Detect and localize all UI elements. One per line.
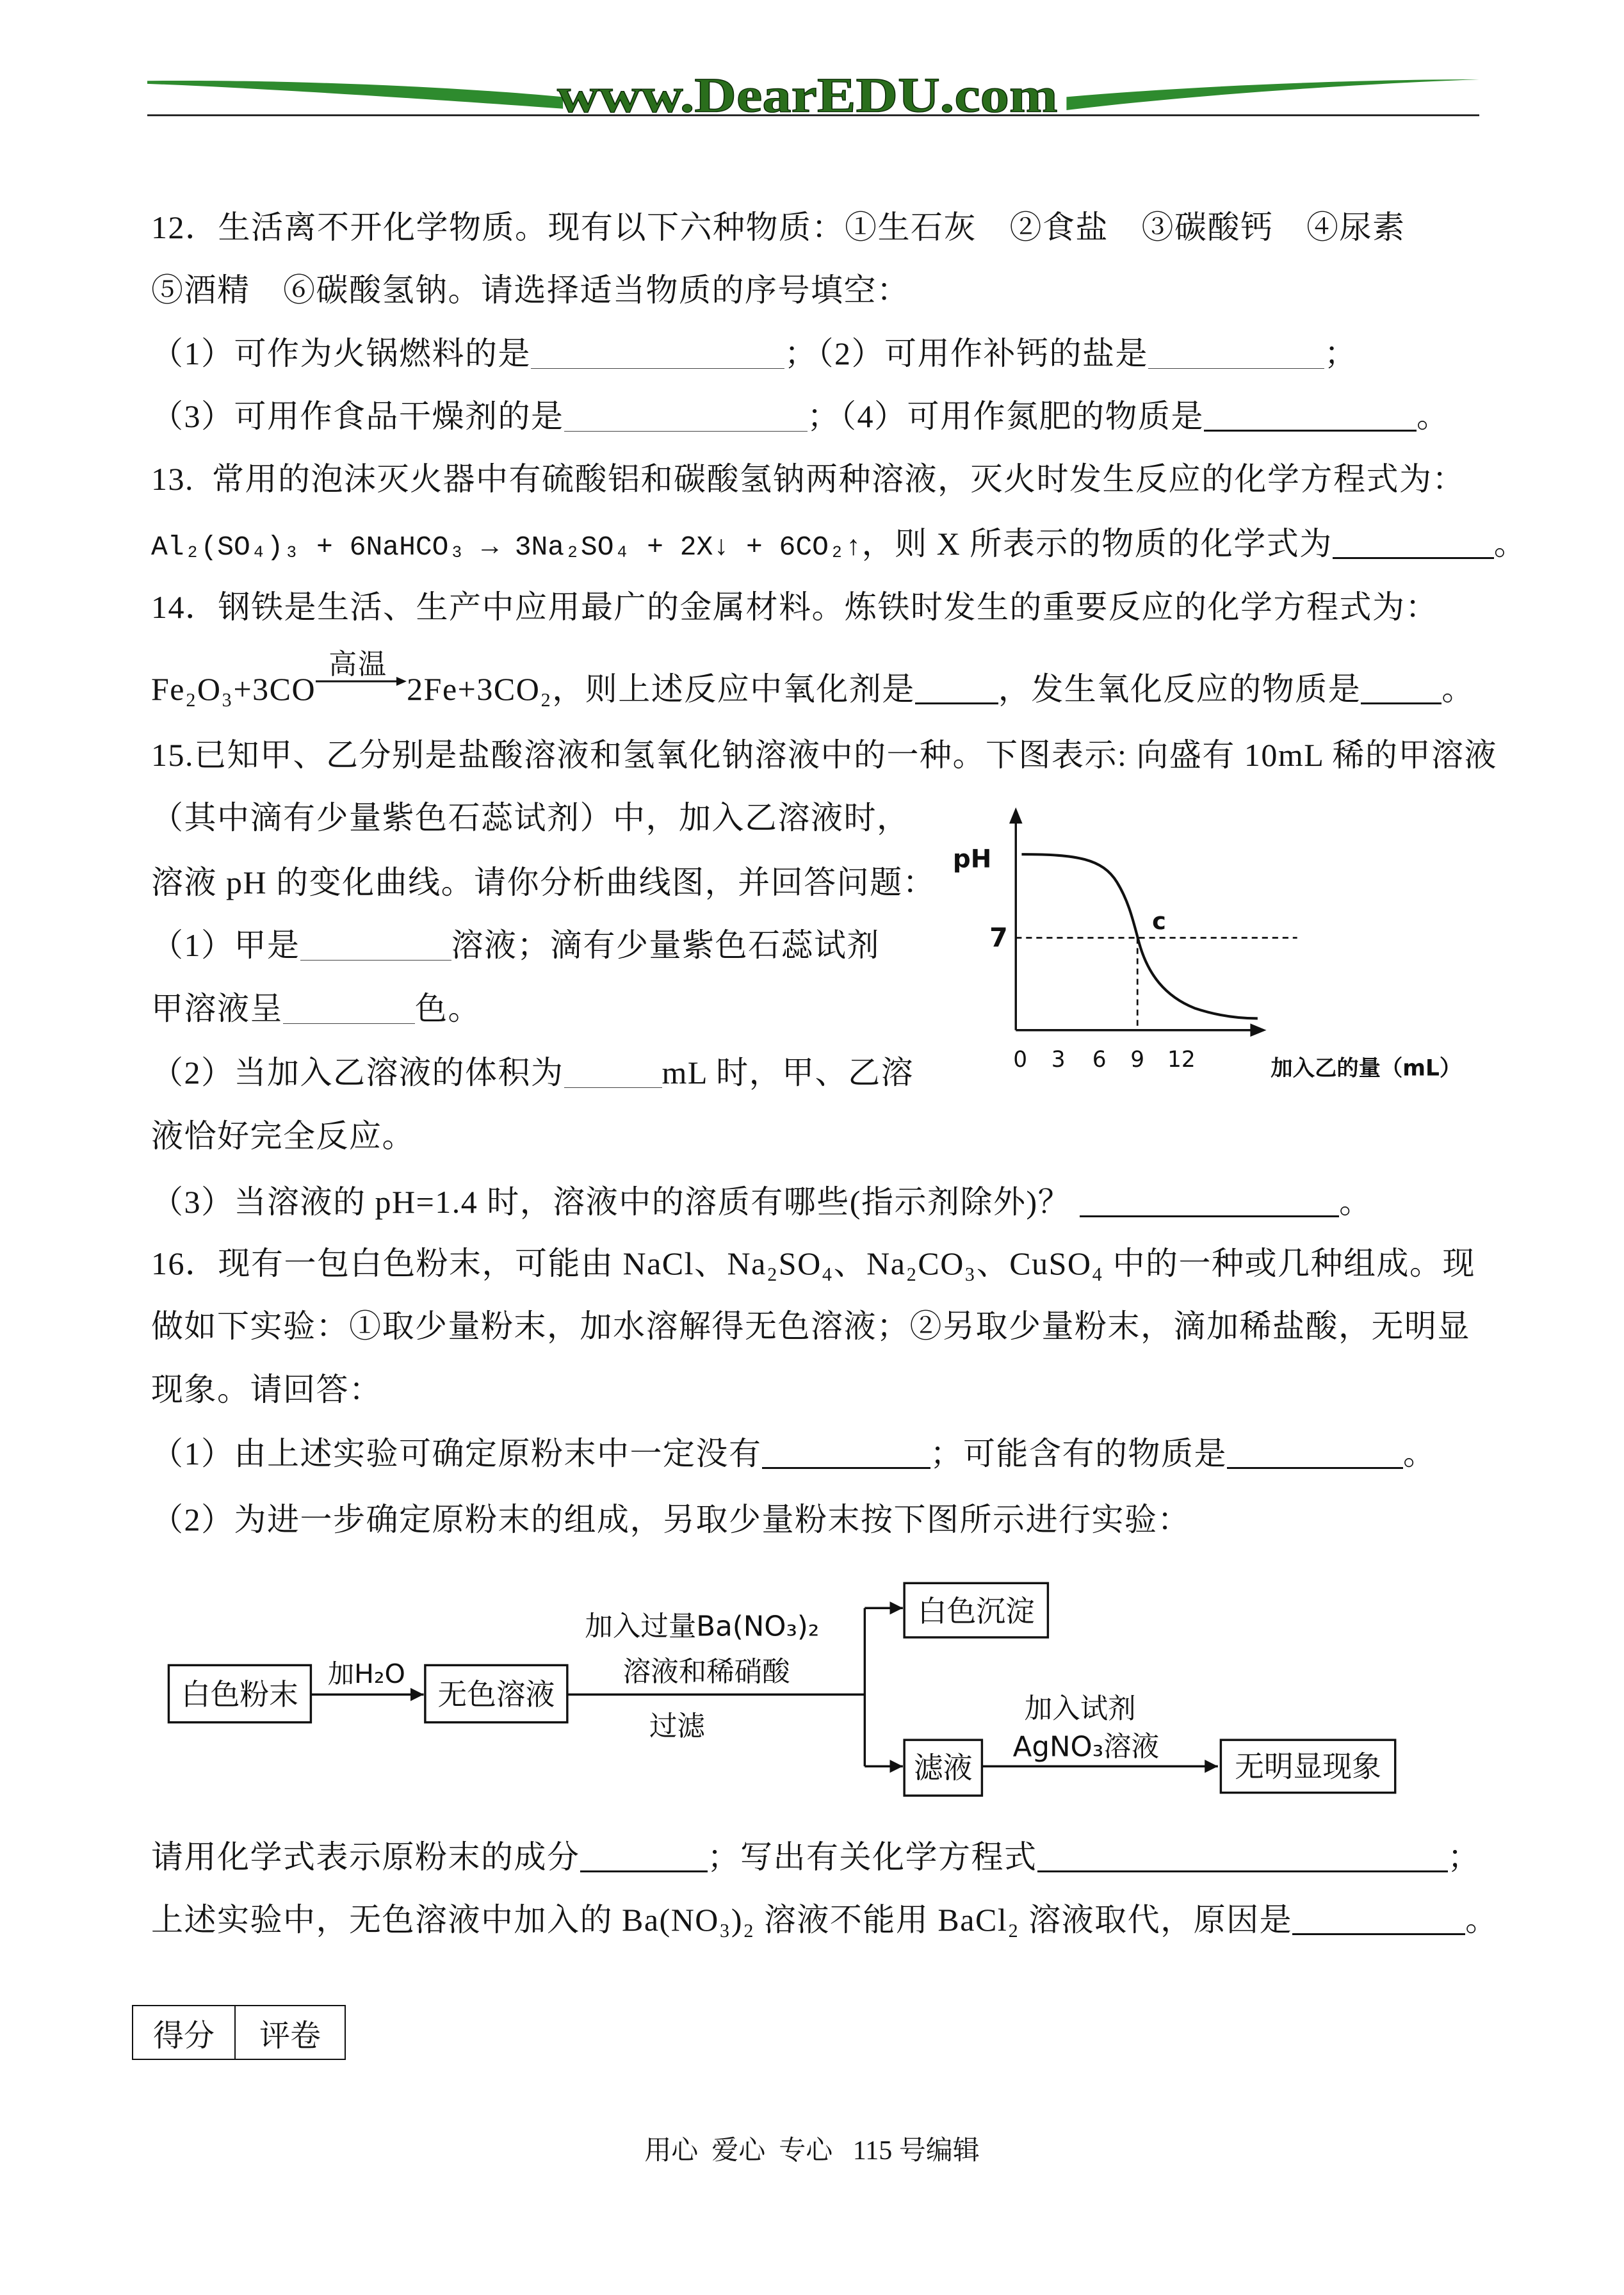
q12-part2-text: ；（2）可用作补钙的盐是 [784, 336, 1148, 371]
q15-part-3 [151, 1183, 1372, 1221]
q15-part1-d: 色。 [415, 991, 481, 1026]
flow-box-solution [425, 1665, 567, 1722]
x-tick-label: 6 [1092, 1046, 1107, 1073]
q13-line-1: 13. 常用的泡沫灭火器中有硫酸铝和碳酸氢钠两种溶液，灭火时发生反应的化学方程式为： [151, 461, 1465, 497]
q12-part4-end: 。 [1417, 398, 1450, 434]
flow-step3-reagent-line2: AgNO₃溶液 [1012, 1731, 1160, 1764]
flow-step2-operation: 过滤 [649, 1710, 705, 1743]
flow-step1-reagent: 加H₂O [327, 1658, 405, 1689]
answer-blank [1292, 1933, 1465, 1935]
q12-subquestions-3-4 [151, 397, 1450, 435]
left-swoosh [147, 81, 563, 109]
answer-blank [531, 368, 784, 369]
x-tick-label: 9 [1130, 1046, 1145, 1073]
q14-line-1: 14．钢铁是生活、生产中应用最广的金属材料。炼铁时发生的重要反应的化学方程式为： [151, 589, 1438, 625]
q14-reactants: Fe₂O₃+3CO [151, 671, 316, 707]
q15-part-1-cont [151, 989, 481, 1028]
page-footer: 用心 爱心 专心 115 号编辑 [644, 2136, 980, 2166]
answer-blank [564, 1087, 662, 1088]
q15-part1-a: （1）甲是 [151, 927, 300, 963]
flow-box-precipitate-label: 白色沉淀 [917, 1594, 1035, 1628]
q14-end: 。 [1441, 671, 1475, 707]
q12-part4-text: ；（4）可用作氮肥的物质是 [807, 398, 1204, 434]
q16-part3-end: ； [1447, 1839, 1481, 1875]
q13-line-2 [151, 524, 1527, 563]
q12-subquestions-1-2 [151, 334, 1358, 373]
q15-part2-b: mL 时，甲、乙溶 [662, 1055, 914, 1091]
answer-blank [564, 431, 808, 432]
q12-part3-text: （3）可用作食品干燥剂的是 [151, 398, 564, 434]
x-tick-label: 0 [1013, 1046, 1028, 1073]
q13-equation: Al₂(SO₄)₃ + 6NaHCO₃ → 3Na₂SO₄ + 2X↓ + 6CO₂↑ [151, 531, 862, 563]
flow-step2-reagent-line2: 溶液和稀硝酸 [622, 1656, 790, 1689]
answer-blank [1333, 557, 1494, 559]
reaction-condition [316, 649, 407, 708]
score-cell [133, 2006, 236, 2059]
q16-part-4 [151, 1901, 1498, 1939]
q16-line-1: 16．现有一包白色粉末，可能由 NaCl、Na₂SO₄、Na₂CO₃、CuSO₄ 中的一种或几种组成。现 [151, 1245, 1475, 1281]
answer-blank [1037, 1870, 1448, 1872]
grader-cell [236, 2006, 345, 2059]
answer-blank [1361, 702, 1441, 704]
flow-step2-reagent-line1: 加入过量Ba(NO₃)₂ [585, 1610, 820, 1643]
answer-blank [283, 1023, 415, 1024]
x-axis-label: 加入乙的量（mL） [1271, 1055, 1462, 1082]
q16-part1-end: 。 [1403, 1436, 1436, 1472]
answer-blank [300, 960, 451, 961]
q15-part1-b: 溶液；滴有少量紫色石蕊试剂 [451, 927, 880, 963]
grader-label: 评卷 [259, 2018, 321, 2053]
reaction-arrow-icon [316, 675, 407, 688]
flow-step3-reagent-line1: 加入试剂 [1024, 1692, 1136, 1725]
flow-box-solution-label: 无色溶液 [437, 1678, 555, 1712]
flow-box-filtrate-label: 滤液 [914, 1751, 973, 1785]
reaction-condition-label: 高温 [329, 649, 388, 680]
point-c-label: c [1152, 907, 1166, 935]
q16-part3-a: 请用化学式表示原粉末的成分 [151, 1839, 580, 1875]
experiment-flowchart [147, 1561, 1422, 1810]
ph-curve [1021, 854, 1257, 1018]
q14-products: 2Fe+3CO₂ [407, 671, 553, 707]
q12-part1-text: （1）可作为火锅燃料的是 [151, 336, 531, 371]
q16-part-3 [151, 1838, 1481, 1876]
q15-part3-a: （3）当溶液的 pH=1.4 时，溶液中的溶质有哪些(指示剂除外)？ [151, 1184, 1080, 1220]
flow-box-filtrate [904, 1740, 982, 1796]
q15-part2-a: （2）当加入乙溶液的体积为 [151, 1055, 564, 1091]
answer-blank [1080, 1215, 1339, 1217]
q13-question: ，则 X 所表示的物质的化学式为 [861, 526, 1333, 562]
flow-box-precipitate [904, 1583, 1048, 1637]
answer-blank [1227, 1467, 1403, 1469]
q14-line-2 [151, 649, 1475, 708]
score-table [132, 2005, 346, 2060]
x-tick-label: 3 [1051, 1046, 1066, 1073]
q14-question-2: ，发生氧化反应的物质是 [998, 671, 1361, 707]
y-axis-label: pH [952, 845, 992, 874]
q16-part-1 [151, 1434, 1436, 1473]
x-axis-arrow-icon [1250, 1023, 1266, 1037]
q16-line-2: 做如下实验：①取少量粉末，加水溶解得无色溶液；②另取少量粉末，滴加稀盐酸，无明显 [151, 1308, 1470, 1344]
q15-part1-c: 甲溶液呈 [151, 991, 283, 1026]
q13-end: 。 [1493, 526, 1527, 562]
q16-part4-end: 。 [1465, 1902, 1498, 1938]
q16-part1-a: （1）由上述实验可确定原粉末中一定没有 [151, 1436, 762, 1472]
ph7-label: 7 [989, 922, 1008, 953]
answer-blank [915, 702, 998, 704]
q14-question-1: ，则上述反应中氧化剂是 [552, 671, 915, 707]
x-tick-label: 12 [1167, 1046, 1196, 1073]
score-label: 得分 [152, 2018, 215, 2053]
answer-blank [580, 1870, 708, 1872]
logo-text: www.DearEDU.com [557, 67, 1058, 120]
flow-box-start [168, 1665, 311, 1722]
q16-line-3: 现象。请回答： [151, 1372, 382, 1407]
answer-blank [762, 1467, 930, 1469]
q15-line-1: 15.已知甲、乙分别是盐酸溶液和氢氧化钠溶液中的一种。下图表示: 向盛有 10mL 稀的甲溶液 [151, 737, 1497, 773]
flow-box-start-label: 白色粉末 [181, 1678, 298, 1712]
q15-part-1 [151, 926, 880, 964]
right-swoosh [1066, 79, 1479, 110]
q12-line-2: ⑤酒精 ⑥碳酸氢钠。请选择适当物质的序号填空： [151, 272, 910, 308]
flow-box-result-label: 无明显现象 [1235, 1749, 1381, 1784]
q16-part4-a: 上述实验中，无色溶液中加入的 Ba(NO₃)₂ 溶液不能用 BaCl₂ 溶液取代，原因是 [151, 1902, 1293, 1938]
q15-line-3: 溶液 pH 的变化曲线。请你分析曲线图，并回答问题： [151, 864, 936, 900]
q12-part2-end: ； [1324, 336, 1358, 371]
q15-part-2 [151, 1053, 914, 1092]
q15-part-2-cont: 液恰好完全反应。 [151, 1118, 415, 1154]
answer-blank [1204, 430, 1417, 432]
q16-part1-b: ；可能含有的物质是 [930, 1436, 1227, 1472]
q12-line-1: 12．生活离不开化学物质。现有以下六种物质：①生石灰 ②食盐 ③碳酸钙 ④尿素 [151, 209, 1406, 245]
y-axis-arrow-icon [1009, 807, 1023, 823]
header-logo-banner [139, 59, 1488, 120]
flow-box-result [1221, 1740, 1395, 1792]
q16-part-2: （2）为进一步确定原粉末的组成，另取少量粉末按下图所示进行实验： [151, 1502, 1190, 1537]
q15-line-2: （其中滴有少量紫色石蕊试剂）中，加入乙溶液时， [151, 800, 910, 836]
answer-blank [1148, 368, 1324, 369]
q15-part3-end: 。 [1339, 1184, 1372, 1220]
ph-curve-figure [938, 799, 1502, 1092]
q16-part3-b: ；写出有关化学方程式 [707, 1839, 1037, 1875]
